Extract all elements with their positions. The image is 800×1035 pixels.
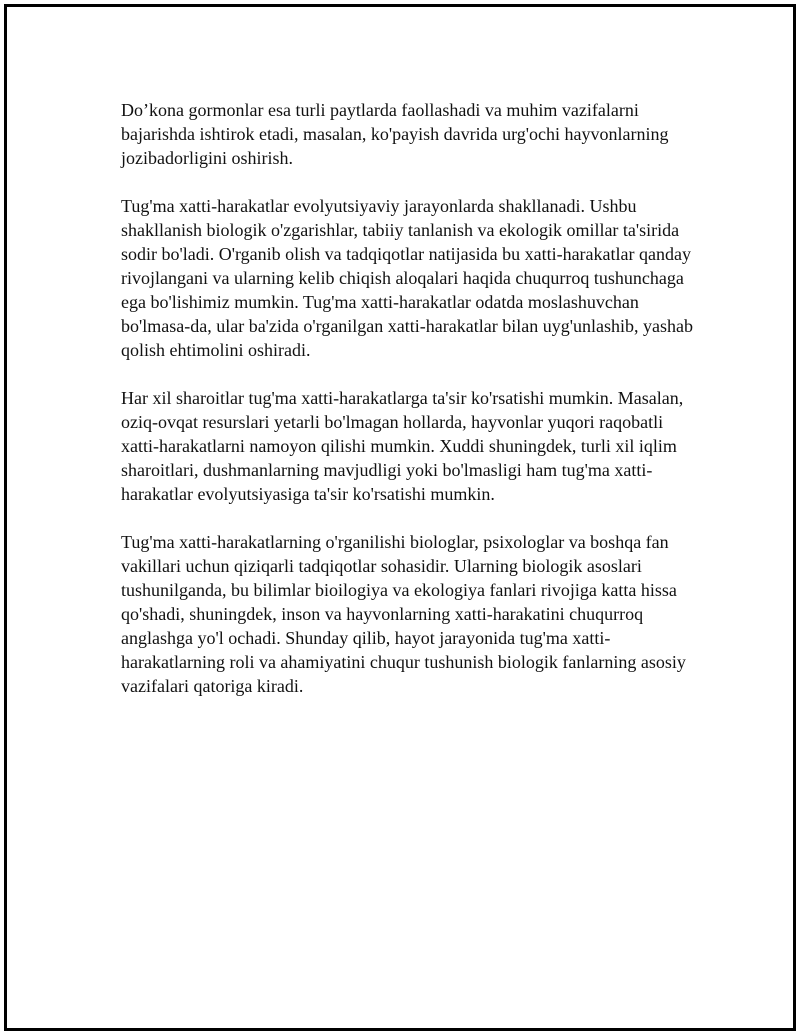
paragraph-1: Do’kona gormonlar esa turli paytlarda faollashadi va muhim vazifalarni bajarishda ishtirok etadi, masalan, ko'payish davrida urg'ochi hayvonlarning jozibadorligini oshirish.: [121, 100, 669, 168]
document-body: [121, 98, 693, 722]
paragraph-4: Tug'ma xatti-harakatlarning o'rganilishi biologlar, psixologlar va boshqa fan vakillari uchun qiziqarli tadqiqotlar sohasidir. Ularning biologik asoslari tushunilganda, bu bilimlar bioilogiya va ekologiya fanlari rivojiga katta hissa qo'shadi, shuningdek, inson va hayvonlarning xatti-harakatini chuqurroq anglashga yo'l ochadi. Shunday qilib, hayot jarayonida tug'ma xatti-harakatlarning roli va ahamiyatini chuqur tushunish biologik fanlarning asosiy vazifalari qatoriga kiradi.: [121, 532, 686, 696]
paragraph-2: Tug'ma xatti-harakatlar evolyutsiyaviy jarayonlarda shakllanadi. Ushbu shakllanish biologik o'zgarishlar, tabiiy tanlanish va ekologik omillar ta'sirida sodir bo'ladi. O'rganib olish va tadqiqotlar natijasida bu xatti-harakatlar qanday rivojlangani va ularning kelib chiqish aloqalari haqida chuqurroq tushunchaga ega bo'lishimiz mumkin. Tug'ma xatti-harakatlar odatda moslashuvchan bo'lmasa-da, ular ba'zida o'rganilgan xatti-harakatlar bilan uyg'unlashib, yashab qolish ehtimolini oshiradi.: [121, 196, 693, 360]
paragraph-3: Har xil sharoitlar tug'ma xatti-harakatlarga ta'sir ko'rsatishi mumkin. Masalan, oziq-ovqat resurslari yetarli bo'lmagan hollarda, hayvonlar yuqori raqobatli xatti-harakatlarni namoyon qilishi mumkin. Xuddi shuningdek, turli xil iqlim sharoitlari, dushmanlarning mavjudligi yoki bo'lmasligi ham tug'ma xatti-harakatlar evolyutsiyasiga ta'sir ko'rsatishi mumkin.: [121, 388, 684, 504]
page-frame: [4, 4, 796, 1031]
